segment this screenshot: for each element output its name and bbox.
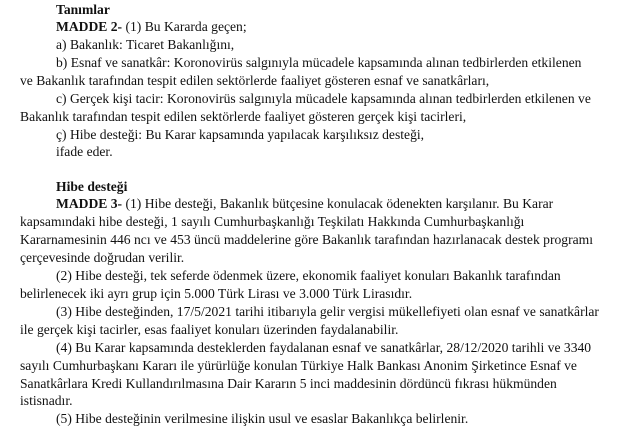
paragraph-line: (3) Hibe desteğinden, 17/5/2021 tarihi itibarıyla gelir vergisi mükellefiyeti olan esnaf ve sanatkârlar [56,304,599,319]
paragraph-line: çerçevesinde doğrudan verilir. [20,250,185,265]
paragraph-line: sayılı Cumhurbaşkanı Kararı ile yürürlüğe konulan Türkiye Halk Bankası Anonim Şirketince Esnaf ve [20,358,577,373]
paragraph-line: kapsamındaki hibe desteği, 1 sayılı Cumhurbaşkanlığı Teşkilatı Hakkında Cumhurbaşkanlığı [20,214,525,229]
paragraph-line: (1) Hibe desteği, Bakanlık bütçesine konulacak ödenekten karşılanır. Bu Karar [122,196,554,211]
definition-item: b) Esnaf ve sanatkâr: Koronovirüs salgınıyla mücadele kapsamında alınan tedbirlerden etkilenen [56,55,582,70]
article-text: (1) Bu Kararda geçen; [122,19,247,34]
paragraph-line: ile gerçek kişi tacirler, esas faaliyet konuları üzerinden faydalanabilir. [20,322,399,337]
section-heading: Tanımlar [56,2,110,17]
paragraph-line: (4) Bu Karar kapsamında desteklerden faydalanan esnaf ve sanatkârlar, 28/12/2020 tarihli ve 3340 [56,340,592,355]
article-label: MADDE 2- [56,19,123,34]
paragraph-line: Sanatkârlara Kredi Kullandırılmasına Dair Kararın 5 inci maddesinin dördüncü fıkrası hükmünden [20,376,557,391]
article-3-first-line [56,195,553,214]
article-label: MADDE 3- [56,196,123,211]
paragraph-line: Kararnamesinin 446 ncı ve 453 üncü maddelerine göre Bakanlık tarafından hazırlanacak destek programı [20,232,593,247]
paragraph-line: (5) Hibe desteğinin verilmesine ilişkin usul ve esaslar Bakanlıkça belirlenir. [56,411,469,426]
definition-item-continued: ve Bakanlık tarafından tespit edilen sektörlerde faaliyet gösteren esnaf ve sanatkârları, [20,73,490,88]
definition-item: ç) Hibe desteği: Bu Karar kapsamında yapılacak karşılıksız desteği, [56,127,425,142]
paragraph-line: (2) Hibe desteği, tek seferde ödenmek üzere, ekonomik faaliyet konuları Bakanlık tarafından [56,268,561,283]
paragraph-line: istisnadır. [20,393,73,408]
definition-item-continued: Bakanlık tarafından tespit edilen sektörlerde faaliyet gösteren gerçek kişi tacirleri, [20,109,467,124]
section-heading: Hibe desteği [56,179,128,194]
paragraph-line: belirlenecek iki ayrı grup için 5.000 Türk Lirası ve 3.000 Türk Lirasıdır. [20,286,413,301]
definition-closing: ifade eder. [56,144,113,159]
definition-item: a) Bakanlık: Ticaret Bakanlığını, [56,37,235,52]
article-2-first-line [56,18,247,37]
definition-item: c) Gerçek kişi tacir: Koronovirüs salgınıyla mücadele kapsamında alınan tedbirlerden etkilenen ve [56,91,591,106]
